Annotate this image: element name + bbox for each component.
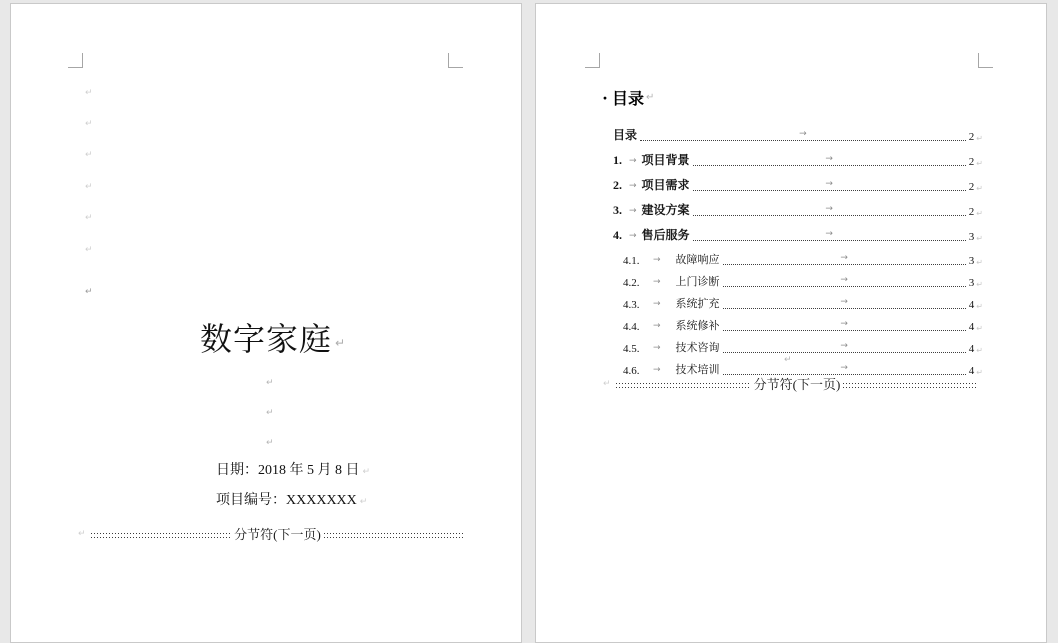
toc-page-number: 4 bbox=[968, 365, 975, 377]
paragraph-mark-icon: ↵ bbox=[85, 245, 93, 255]
toc-page-number: 2 bbox=[968, 206, 975, 218]
tab-arrow-icon: → bbox=[837, 319, 851, 329]
toc-entry-number: 2. bbox=[613, 178, 622, 192]
document-page-toc[interactable] bbox=[535, 3, 1047, 643]
paragraph-mark-icon: ↵ bbox=[976, 209, 983, 218]
toc-page-number: 3 bbox=[968, 277, 975, 289]
toc-entry-title: 上门诊断 bbox=[675, 276, 720, 288]
toc-row[interactable] bbox=[613, 201, 983, 218]
paragraph-mark-icon: ↵ bbox=[85, 287, 93, 297]
paragraph-mark-icon: ↵ bbox=[266, 378, 274, 388]
toc-dot-leader bbox=[693, 204, 966, 216]
paragraph-mark-icon: ↵ bbox=[976, 346, 983, 355]
toc-entry-number: 4.5. bbox=[623, 343, 640, 355]
paragraph-mark-icon: ↵ bbox=[976, 324, 983, 333]
paragraph-mark-icon: ↵ bbox=[85, 88, 93, 98]
toc-dot-leader bbox=[693, 229, 966, 241]
toc-entry-title: 售后服务 bbox=[641, 228, 690, 242]
section-break-dotted-line bbox=[91, 532, 231, 538]
toc-heading[interactable] bbox=[602, 86, 654, 109]
document-page-cover[interactable] bbox=[10, 3, 522, 643]
paragraph-mark-icon: ↵ bbox=[603, 379, 611, 389]
toc-entry-title: 建设方案 bbox=[641, 203, 690, 217]
paragraph-mark-icon: ↵ bbox=[85, 150, 93, 160]
toc-dot-leader bbox=[723, 253, 966, 265]
toc-page-number: 2 bbox=[968, 131, 975, 143]
toc-dot-leader bbox=[723, 297, 966, 309]
toc-heading-text: 目录 bbox=[612, 91, 645, 108]
tab-arrow-icon: → bbox=[629, 206, 637, 216]
toc-entry-title: 系统修补 bbox=[675, 320, 720, 332]
toc-page-number: 4 bbox=[968, 343, 975, 355]
toc-row[interactable] bbox=[613, 226, 983, 243]
paragraph-mark-icon: ↵ bbox=[976, 280, 983, 289]
paragraph-mark-icon: ↵ bbox=[78, 529, 86, 539]
toc-row[interactable] bbox=[613, 295, 983, 311]
toc-page-number: 2 bbox=[968, 181, 975, 193]
section-break bbox=[91, 527, 464, 543]
section-break bbox=[616, 377, 978, 393]
paragraph-mark-icon: ↵ bbox=[359, 497, 368, 507]
toc-entry-title: 技术培训 bbox=[675, 364, 720, 376]
tab-arrow-icon: → bbox=[837, 341, 851, 351]
tab-arrow-icon: → bbox=[822, 204, 836, 214]
paragraph-mark-icon: ↵ bbox=[976, 258, 983, 267]
toc-list bbox=[613, 126, 983, 383]
toc-page-number: 2 bbox=[968, 156, 975, 168]
toc-row[interactable] bbox=[613, 339, 983, 355]
tab-arrow-icon: → bbox=[653, 365, 661, 375]
section-break-label: 分节符(下一页) bbox=[234, 527, 321, 542]
toc-row[interactable] bbox=[613, 151, 983, 168]
toc-dot-leader bbox=[723, 341, 966, 353]
section-break-dotted-line bbox=[324, 532, 464, 538]
toc-dot-leader bbox=[723, 363, 966, 375]
tab-arrow-icon: → bbox=[629, 181, 637, 191]
section-break-dotted-line bbox=[843, 382, 978, 388]
tab-arrow-icon: → bbox=[837, 297, 851, 307]
toc-page-number: 4 bbox=[968, 321, 975, 333]
tab-arrow-icon: → bbox=[629, 231, 637, 241]
toc-entry-title: 项目需求 bbox=[641, 178, 690, 192]
paragraph-mark-icon: ↵ bbox=[85, 182, 93, 192]
toc-page-number: 3 bbox=[968, 231, 975, 243]
toc-entry-title: 故障响应 bbox=[675, 254, 720, 266]
project-number-line[interactable] bbox=[216, 489, 367, 509]
paragraph-mark-icon: ↵ bbox=[85, 213, 93, 223]
toc-page-number: 4 bbox=[968, 299, 975, 311]
toc-entry-title: 系统扩充 bbox=[675, 298, 720, 310]
toc-entry-number: 4.2. bbox=[623, 277, 640, 289]
paragraph-mark-icon: ↵ bbox=[976, 302, 983, 311]
toc-dot-leader bbox=[640, 129, 966, 141]
date-text: 日期：2018 年 5 月 8 日 bbox=[216, 463, 360, 478]
tab-arrow-icon: → bbox=[837, 275, 851, 285]
toc-entry-number: 4. bbox=[613, 228, 622, 242]
tab-arrow-icon: → bbox=[653, 277, 661, 287]
section-break-dotted-line bbox=[616, 382, 751, 388]
document-title-text: 数字家庭 bbox=[200, 321, 333, 357]
margin-crop-mark-icon bbox=[585, 53, 600, 68]
toc-entry-number: 1. bbox=[613, 153, 622, 167]
toc-row[interactable] bbox=[613, 176, 983, 193]
toc-entry-title: 项目背景 bbox=[641, 153, 690, 167]
paragraph-mark-icon: ↵ bbox=[266, 408, 274, 418]
paragraph-mark-icon: ↵ bbox=[976, 368, 983, 377]
toc-dot-leader bbox=[693, 154, 966, 166]
toc-entry-title: 技术咨询 bbox=[675, 342, 720, 354]
toc-dot-leader bbox=[723, 319, 966, 331]
tab-arrow-icon: → bbox=[837, 253, 851, 263]
tab-arrow-icon: → bbox=[653, 321, 661, 331]
paragraph-mark-icon: ↵ bbox=[976, 184, 983, 193]
document-title[interactable] bbox=[200, 314, 346, 360]
section-break-label: 分节符(下一页) bbox=[753, 377, 841, 392]
paragraph-mark-icon: ↵ bbox=[784, 355, 792, 365]
toc-entry-number: 3. bbox=[613, 203, 622, 217]
paragraph-mark-icon: ↵ bbox=[646, 92, 655, 103]
paragraph-mark-icon: ↵ bbox=[85, 119, 93, 129]
paragraph-mark-icon: ↵ bbox=[976, 234, 983, 243]
toc-entry-number: 4.6. bbox=[623, 365, 640, 377]
tab-arrow-icon: → bbox=[629, 156, 637, 166]
tab-arrow-icon: → bbox=[796, 129, 810, 139]
tab-arrow-icon: → bbox=[653, 343, 661, 353]
tab-arrow-icon: → bbox=[837, 363, 851, 373]
date-line[interactable] bbox=[216, 459, 370, 479]
toc-row[interactable] bbox=[613, 251, 983, 267]
toc-row[interactable] bbox=[613, 273, 983, 289]
outline-bullet-icon: · bbox=[602, 87, 609, 108]
toc-dot-leader bbox=[723, 275, 966, 287]
tab-arrow-icon: → bbox=[822, 179, 836, 189]
project-number-text: 项目编号：XXXXXXX bbox=[216, 493, 357, 508]
tab-arrow-icon: → bbox=[822, 154, 836, 164]
paragraph-mark-icon: ↵ bbox=[266, 438, 274, 448]
toc-entry-number: 4.1. bbox=[623, 255, 640, 267]
paragraph-mark-icon: ↵ bbox=[976, 134, 983, 143]
margin-crop-mark-icon bbox=[978, 53, 993, 68]
margin-crop-mark-icon bbox=[68, 53, 83, 68]
toc-dot-leader bbox=[693, 179, 966, 191]
paragraph-mark-icon: ↵ bbox=[976, 159, 983, 168]
tab-arrow-icon: → bbox=[822, 229, 836, 239]
tab-arrow-icon: → bbox=[653, 299, 661, 309]
toc-row[interactable] bbox=[613, 126, 983, 143]
toc-entry-number: 4.3. bbox=[623, 299, 640, 311]
tab-arrow-icon: → bbox=[653, 255, 661, 265]
toc-entry-title: 目录 bbox=[613, 128, 638, 142]
toc-page-number: 3 bbox=[968, 255, 975, 267]
paragraph-mark-icon: ↵ bbox=[335, 335, 347, 350]
toc-row[interactable] bbox=[613, 317, 983, 333]
toc-entry-number: 4.4. bbox=[623, 321, 640, 333]
margin-crop-mark-icon bbox=[448, 53, 463, 68]
toc-row[interactable] bbox=[613, 361, 983, 377]
paragraph-mark-icon: ↵ bbox=[362, 467, 371, 477]
